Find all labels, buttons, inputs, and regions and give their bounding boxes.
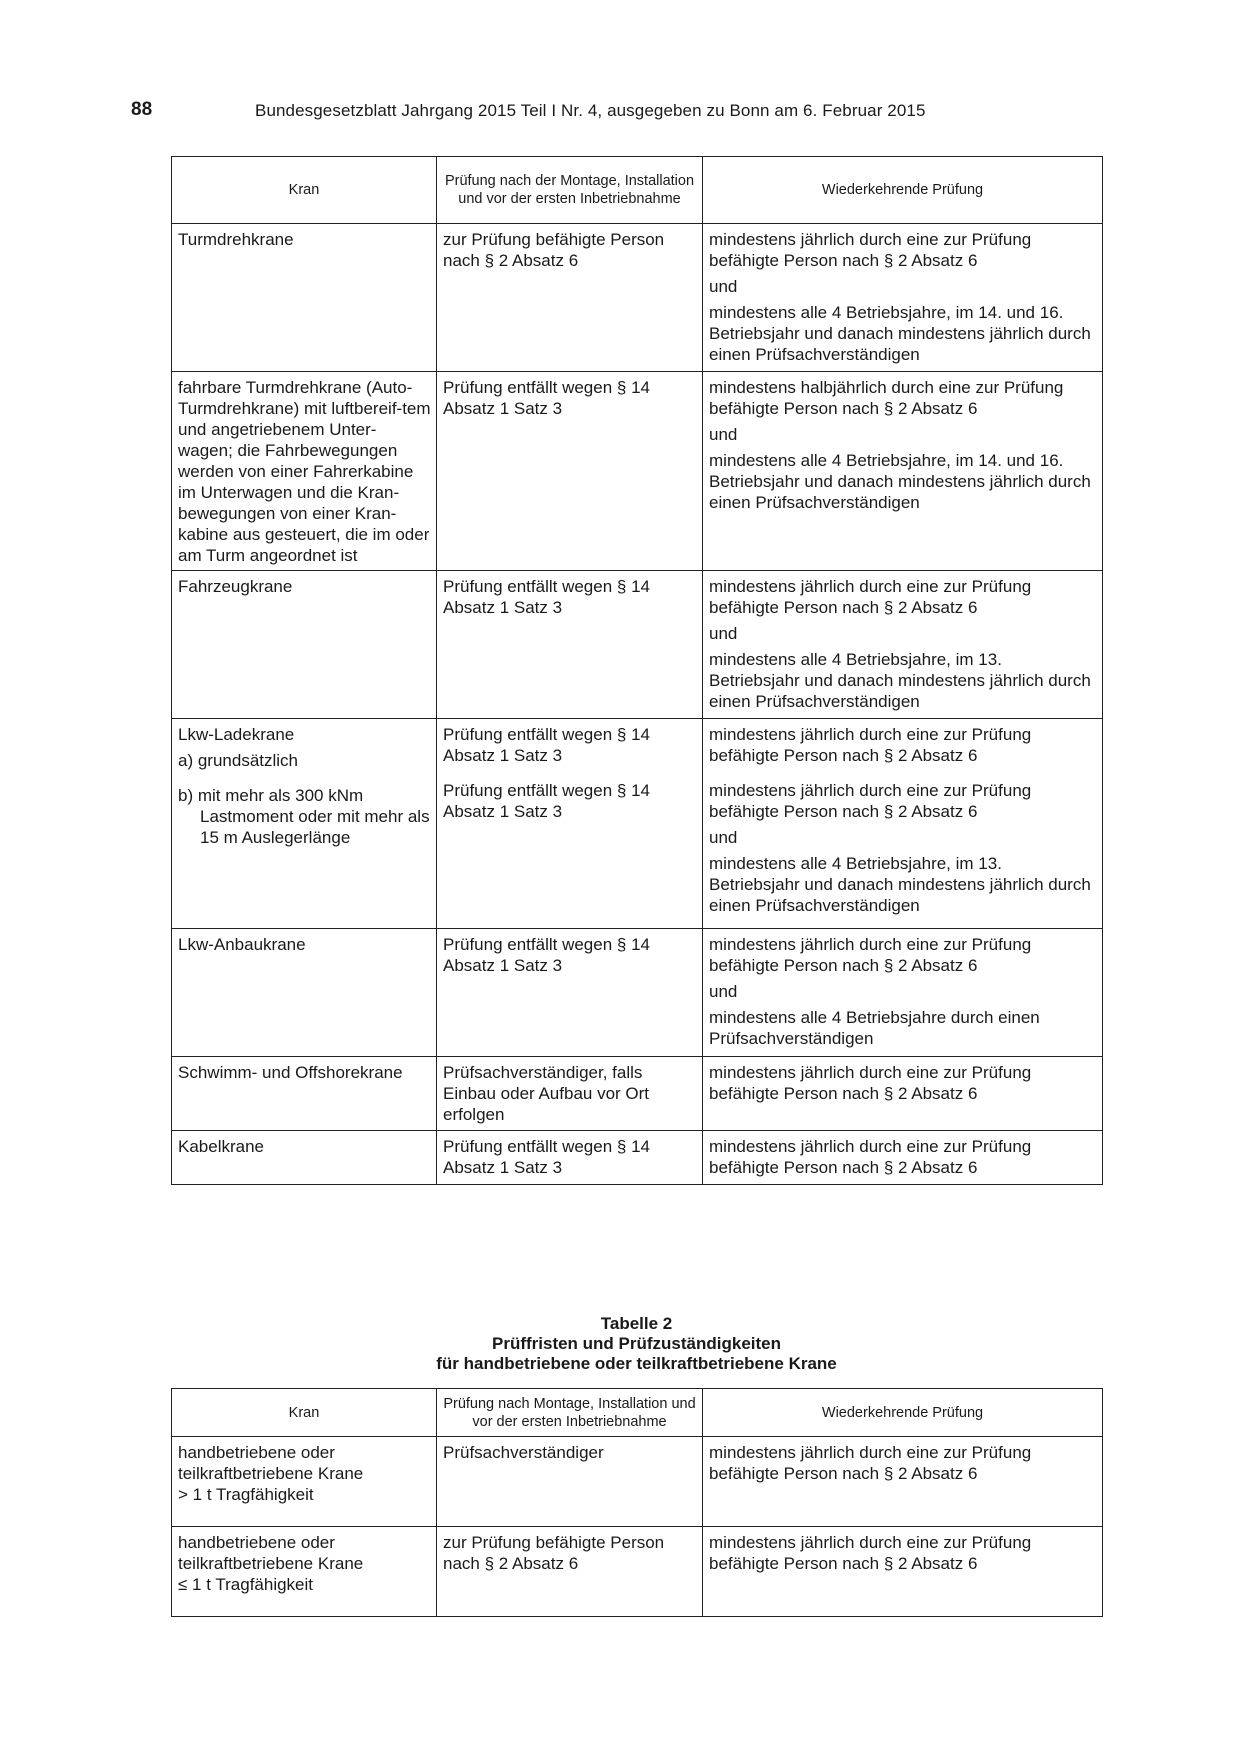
table-header-row xyxy=(172,1389,1103,1437)
cell-text: Turmdrehkrane xyxy=(178,230,294,249)
cell-text: und xyxy=(709,277,738,296)
cell-text: mindestens alle 4 Betriebsjahre, im 13. Betriebsjahr und danach mindestens jährlich durch einen Prüfsachverständigen xyxy=(709,650,1091,711)
cell-montage xyxy=(437,1437,703,1527)
cell-kran xyxy=(172,1057,437,1131)
cell-montage xyxy=(437,224,703,372)
cell-text: mindestens jährlich durch eine zur Prüfung befähigte Person nach § 2 Absatz 6 xyxy=(709,577,1032,617)
cell-wiederkehrend xyxy=(703,372,1103,571)
table-row xyxy=(172,1527,1103,1617)
cell-text: Prüfsachverständiger, falls Einbau oder Aufbau vor Ort erfolgen xyxy=(443,1063,650,1124)
cell-wiederkehrend xyxy=(703,1437,1103,1527)
table-2-subtitle: für handbetriebene oder teilkraftbetriebene Krane xyxy=(436,1354,837,1373)
cell-wiederkehrend xyxy=(703,1527,1103,1617)
cell-text: mindestens jährlich durch eine zur Prüfung befähigte Person nach § 2 Absatz 6 xyxy=(709,1443,1032,1483)
cell-text: Prüfung entfällt wegen § 14 Absatz 1 Satz 3 xyxy=(443,935,650,975)
cell-text: fahrbare Turmdrehkrane (Auto-Turmdrehkrane) mit luftbereif-tem und angetriebenem Unter-wagen; die Fahrbewegungen werden von einer Fahrerkabine im Unterwagen und die Kran-bewegungen von einer Kran-kabine aus gesteuert, die im oder am Turm angeordnet ist xyxy=(178,378,431,565)
table-1 xyxy=(171,156,1103,1185)
table-row xyxy=(172,224,1103,372)
cell-wiederkehrend xyxy=(703,1057,1103,1131)
cell-text: mindestens jährlich durch eine zur Prüfung befähigte Person nach § 2 Absatz 6 xyxy=(709,935,1032,975)
cell-text: und xyxy=(709,828,738,847)
cell-text: mindestens alle 4 Betriebsjahre, im 14. und 16. Betriebsjahr und danach mindestens jährlich durch einen Prüfsachverständigen xyxy=(709,303,1091,364)
cell-text: Kabelkrane xyxy=(178,1137,265,1156)
header-kran: Kran xyxy=(172,157,437,224)
cell-montage xyxy=(437,372,703,571)
table-2 xyxy=(171,1388,1103,1617)
header-wiederkehrend: Wiederkehrende Prüfung xyxy=(703,157,1103,224)
cell-text: mindestens jährlich durch eine zur Prüfung befähigte Person nach § 2 Absatz 6 xyxy=(709,1137,1032,1177)
cell-kran xyxy=(172,571,437,719)
cell-text: und xyxy=(709,425,738,444)
cell-text: zur Prüfung befähigte Person nach § 2 Absatz 6 xyxy=(443,230,665,270)
cell-kran xyxy=(172,929,437,1057)
cell-text: Prüfung entfällt wegen § 14 Absatz 1 Satz 3 xyxy=(443,1137,650,1177)
table-2-title: Prüffristen und Prüfzuständigkeiten xyxy=(491,1334,782,1353)
table-row xyxy=(172,1057,1103,1131)
cell-wiederkehrend xyxy=(703,1131,1103,1185)
cell-kran xyxy=(172,224,437,372)
cell-text: Lkw-Ladekrane xyxy=(178,725,295,744)
table-row xyxy=(172,929,1103,1057)
running-head: Bundesgesetzblatt Jahrgang 2015 Teil I Nr. 4, ausgegeben zu Bonn am 6. Februar 2015 xyxy=(255,101,926,120)
table-header-row xyxy=(172,157,1103,224)
header-kran: Kran xyxy=(172,1389,437,1437)
table-row xyxy=(172,571,1103,719)
cell-text: a) grundsätzlich xyxy=(178,751,299,770)
cell-text: mindestens jährlich durch eine zur Prüfung befähigte Person nach § 2 Absatz 6 xyxy=(709,781,1032,821)
cell-kran xyxy=(172,1437,437,1527)
cell-text: mindestens jährlich durch eine zur Prüfung befähigte Person nach § 2 Absatz 6 xyxy=(709,1533,1032,1573)
cell-text: mindestens jährlich durch eine zur Prüfung befähigte Person nach § 2 Absatz 6 xyxy=(709,230,1032,270)
cell-kran xyxy=(172,1131,437,1185)
cell-kran xyxy=(172,719,437,929)
cell-montage xyxy=(437,1527,703,1617)
table-2-caption xyxy=(171,1314,1102,1374)
header-montage: Prüfung nach der Montage, Installation und vor der ersten Inbetriebnahme xyxy=(437,157,703,224)
cell-montage xyxy=(437,929,703,1057)
cell-text: ≤ 1 t Tragfähigkeit xyxy=(178,1575,314,1594)
cell-montage xyxy=(437,719,703,929)
cell-text: Prüfung entfällt wegen § 14 Absatz 1 Satz 3 xyxy=(443,781,650,821)
cell-kran xyxy=(172,1527,437,1617)
cell-wiederkehrend xyxy=(703,571,1103,719)
table-row xyxy=(172,719,1103,929)
header-montage: Prüfung nach Montage, Installation und vor der ersten Inbetriebnahme xyxy=(437,1389,703,1437)
cell-text: handbetriebene oder xyxy=(178,1533,335,1552)
cell-kran xyxy=(172,372,437,571)
cell-text: Prüfung entfällt wegen § 14 Absatz 1 Satz 3 xyxy=(443,725,650,765)
cell-text: mindestens halbjährlich durch eine zur Prüfung befähigte Person nach § 2 Absatz 6 xyxy=(709,378,1064,418)
cell-text: mindestens jährlich durch eine zur Prüfung befähigte Person nach § 2 Absatz 6 xyxy=(709,1063,1032,1103)
cell-text: teilkraftbetriebene Krane xyxy=(178,1554,364,1573)
cell-text: Prüfsachverständiger xyxy=(443,1443,604,1462)
table-row xyxy=(172,1131,1103,1185)
cell-montage xyxy=(437,1131,703,1185)
cell-text: und xyxy=(709,624,738,643)
cell-text: b) mit mehr als 300 kNm Lastmoment oder mit mehr als 15 m Auslegerlänge xyxy=(178,786,430,847)
cell-wiederkehrend xyxy=(703,719,1103,929)
cell-text: mindestens alle 4 Betriebsjahre, im 14. und 16. Betriebsjahr und danach mindestens jährlich durch einen Prüfsachverständigen xyxy=(709,451,1091,512)
table-2-label: Tabelle 2 xyxy=(600,1314,673,1333)
cell-text: Prüfung entfällt wegen § 14 Absatz 1 Satz 3 xyxy=(443,577,650,617)
cell-montage xyxy=(437,1057,703,1131)
cell-text: handbetriebene oder xyxy=(178,1443,335,1462)
cell-text: mindestens alle 4 Betriebsjahre, im 13. Betriebsjahr und danach mindestens jährlich durch einen Prüfsachverständigen xyxy=(709,854,1091,915)
cell-text: teilkraftbetriebene Krane xyxy=(178,1464,364,1483)
cell-text: > 1 t Tragfähigkeit xyxy=(178,1485,314,1504)
page-number: 88 xyxy=(131,99,153,120)
cell-text: zur Prüfung befähigte Person nach § 2 Absatz 6 xyxy=(443,1533,665,1573)
cell-text: Schwimm- und Offshorekrane xyxy=(178,1063,403,1082)
cell-text: Prüfung entfällt wegen § 14 Absatz 1 Satz 3 xyxy=(443,378,650,418)
table-row xyxy=(172,372,1103,571)
header-wiederkehrend: Wiederkehrende Prüfung xyxy=(703,1389,1103,1437)
cell-montage xyxy=(437,571,703,719)
cell-text: Fahrzeugkrane xyxy=(178,577,293,596)
cell-text: und xyxy=(709,982,738,1001)
cell-text: Lkw-Anbaukrane xyxy=(178,935,306,954)
cell-text: mindestens alle 4 Betriebsjahre durch einen Prüfsachverständigen xyxy=(709,1008,1040,1048)
table-row xyxy=(172,1437,1103,1527)
cell-wiederkehrend xyxy=(703,224,1103,372)
cell-text: mindestens jährlich durch eine zur Prüfung befähigte Person nach § 2 Absatz 6 xyxy=(709,725,1032,765)
cell-wiederkehrend xyxy=(703,929,1103,1057)
